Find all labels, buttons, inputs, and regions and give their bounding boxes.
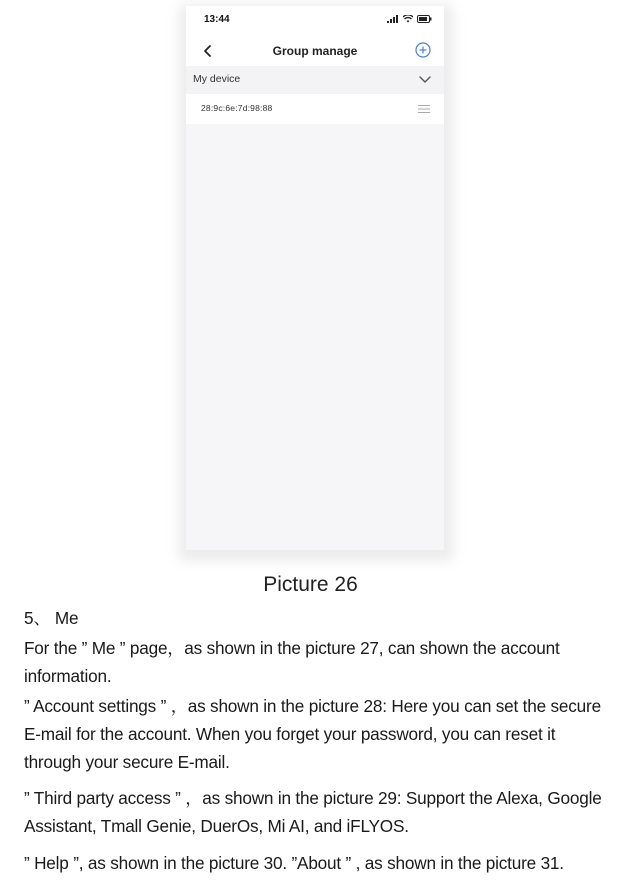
battery-icon [417,15,432,23]
add-circle-icon[interactable] [414,41,432,59]
chevron-down-icon [418,74,432,86]
paragraph-me-page: For the ” Me ” page，as shown in the picture 27, can shown the account information. [24,638,560,686]
section-heading: 5、 Me [24,608,79,628]
paragraph-third-party-access: ” Third party access ” ，as shown in the picture 29: Support the Alexa, Google Assistant, Tmall Genie, DuerOs, Mi AI, and iFLYOS. [24,788,602,836]
page-title: Group manage [272,44,358,58]
paragraph-account-settings: ” Account settings ” ，as shown in the picture 28: Here you can set the secure E-mail for the account. When you forget your password, you can reset it through your secure E-mail. [24,696,601,772]
nav-bar [186,36,444,66]
device-name: 28:9c:6e:7d:98:88 [201,103,273,113]
status-bar [186,6,444,36]
section-label: My device [193,73,241,85]
device-row[interactable] [186,94,444,124]
paragraph-help-about: ” Help ”, as shown in the picture 30. ”About ” , as shown in the picture 31. [24,853,564,873]
wifi-icon [403,15,413,23]
drag-handle-icon[interactable] [417,104,431,114]
section-header-my-device[interactable] [186,66,444,94]
status-time: 13:44 [204,14,230,25]
status-icons [387,15,432,23]
figure-caption: Picture 26 [263,573,358,596]
empty-list-area [186,124,444,550]
signal-icon [387,15,399,23]
phone-screenshot [186,6,444,550]
